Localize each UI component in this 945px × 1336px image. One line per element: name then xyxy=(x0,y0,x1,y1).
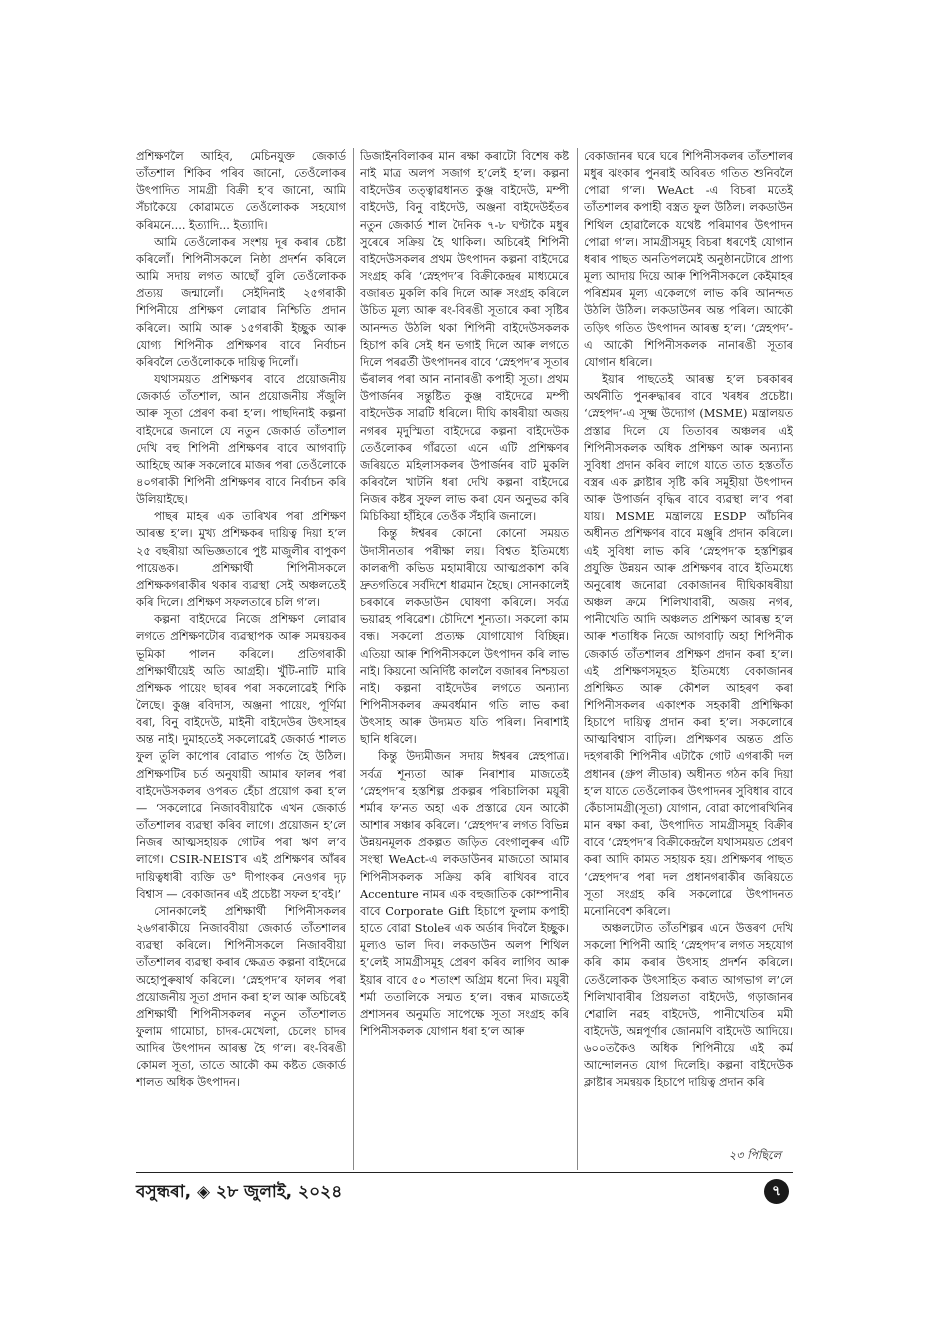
column-3 xyxy=(584,148,793,1170)
paragraph: বেকাজানৰ ঘৰে ঘৰে শিপিনীসকলৰ তাঁতশালৰ মধুৰ ঝংকাৰ পুনৰাই অবিৰত গতিত শুনিবলৈ পোৱা গ’ল। WeAct -এ বিচৰা মতেই তাঁতশালৰ কপাহী বস্ত্ৰত ফুল উঠিল। লকডাউন শিথিল হোৱালৈকে যথেষ্ট পৰিমাণৰ উৎপাদন পোৱা গ’ল। সামগ্ৰীসমূহ বিচৰা ধৰণেই যোগান ধৰাৰ পাছত অনতিপলমেই অনুষ্ঠানটোৰে প্ৰাপ্য মূল্য আদায় দিয়ে আৰু শিপিনীসকলে কেইমাহৰ পৰিশ্ৰমৰ মূল্য একেলগে লাভ কৰি আনন্দত উঠলি উঠিল। লকডাউনৰ অন্ত পৰিল। আকৌ তড়িৎ গতিত উৎপাদন আৰম্ভ হ’ল। ‘স্নেহপদ’-এ আকৌ শিপিনীসকলক নানাৰঙী সূতাৰ যোগান ধৰিলে। xyxy=(584,150,793,369)
column-1 xyxy=(136,148,346,1170)
paragraph: কিন্তু উদ্যমীজন সদায় ঈশ্বৰৰ স্নেহপাত্ৰ। সৰ্বত্ৰ শূন্যতা আৰু নিৰাশাৰ মাজতেই ‘স্নেহপদ’ৰ হস্তশিল্প প্ৰকল্পৰ পৰিচালিকা ময়ূৰী শৰ্মাৰ ফ’নত অহা এক প্ৰস্তাৱে যেন আকৌ আশাৰ সঞ্চাৰ কৰিলে। ‘স্নেহপদ’ৰ লগত বিভিন্ন উন্নয়নমূলক প্ৰকল্পত জড়িত বেংগালুৰুৰ এটি সংস্থা WeAct-এ লকডাউনৰ মাজতো আমাৰ শিপিনীসকলক সক্ৰিয় কৰি ৰাখিবৰ বাবে Accenture নামৰ এক বহুজাতিক কোম্পানীৰ বাবে Corporate Gift হিচাপে ফুলাম কপাহী হাতে বোৱা Stoleৰ এক অৰ্ডাৰ দিবলৈ ইচ্ছুক। মূল্যও ভাল দিব। লকডাউন অলপ শিথিল হ’লেই সামগ্ৰীসমূহ প্ৰেৰণ কৰিব লাগিব আৰু ইয়াৰ বাবে ৫০ শতাংশ অগ্ৰিম ধনো দিব। ময়ূৰী শৰ্মা ততালিকে সন্মত হ’ল। বন্ধৰ মাজতেই প্ৰশাসনৰ অনুমতি সাপেক্ষে সূতা সংগ্ৰহ কৰি শিপিনীসকলক যোগান ধৰা হ’ল আৰু xyxy=(360,750,569,1038)
paragraph: কিন্তু ঈশ্বৰৰ কোনো কোনো সময়ত উদাসীনতাৰ পৰীক্ষা লয়। বিশ্বত ইতিমধ্যে কালৰূপী কভিড মহামাৰীয়ে আত্মপ্ৰকাশ কৰি দ্ৰুতগতিৰে সৰ্বদিশে ধাৱমান হৈছে। সোনকালেই চৰকাৰে লকডাউন ঘোষণা কৰিলে। সৰ্বত্ৰ ভয়াৱহ পৰিৱেশ। চৌদিশে শূন্যতা। সকলো কাম বন্ধ। সকলো প্ৰত্যক্ষ যোগাযোগ বিচ্ছিন্ন। এতিয়া আৰু শিপিনীসকলে উৎপাদন কৰি লাভ নাই। কিয়নো অনিৰ্দিষ্ট কাললৈ বজাৰৰ নিশ্চয়তা নাই। কল্পনা বাইদেউৰ লগতে অন্যান্য শিপিনীসকলৰ ক্ৰমবৰ্ধমান গতি লাভ কৰা উৎসাহ আৰু উদ্যমত যতি পৰিল। নিৰাশাই ছানি ধৰিলে। xyxy=(360,527,569,747)
paragraph: আমি তেওঁলোকৰ সংশয় দূৰ কৰাৰ চেষ্টা কৰিলোঁ। শিপিনীসকলে নিষ্ঠা প্ৰদৰ্শন কৰিলে আমি সদায় লগত আছোঁ বুলি তেওঁলোকক প্ৰত্যয় জন্মালোঁ। সেইদিনাই ২৫গৰাকী শিপিনীয়ে প্ৰশিক্ষণ লোৱাৰ নিশ্চিতি প্ৰদান কৰিলে। আমি আৰু ১৫গৰাকী ইচ্ছুক আৰু যোগ্য শিপিনীক প্ৰশিক্ষণৰ বাবে নিৰ্বাচন কৰিবলৈ তেওঁলোককে দায়িত্ব দিলোঁ। xyxy=(136,235,346,369)
continuation-note: ২৩ পিছিলে xyxy=(723,1147,781,1164)
footer-divider xyxy=(136,1172,793,1173)
masthead: বসুন্ধৰা, ◈ ২৮ জুলাই, ২০২৪ xyxy=(136,1182,343,1202)
paragraph: সোনকালেই প্ৰশিক্ষাৰ্থী শিপিনীসকলৰ ২৬গৰাকীয়ে নিজাববীয়া জেকাৰ্ড তাঁতশালৰ ব্যৱস্থা কৰিলে। শিপিনীসকলে নিজাববীয়া তাঁতশালৰ ব্যৱস্থা কৰাৰ ক্ষেত্ৰত কল্পনা বাইদেৱে অহোপুৰুষাৰ্থ কৰিলে। ‘স্নেহপদ’ৰ ফালৰ পৰা প্ৰয়োজনীয় সূতা প্ৰদান কৰা হ’ল আৰু অচিৰেই প্ৰশিক্ষাৰ্থী শিপিনীসকলৰ নতুন তাঁতশালত ফুলাম গামোচা, চাদৰ-মেখেলা, চেলেং চাদৰ আদিৰ উৎপাদন আৰম্ভ হৈ গ’ল। ৰং-বিৰঙী কোমল সূতা, তাতে আকৌ কম কষ্টত জেকাৰ্ড শালত অধিক উৎপাদন। xyxy=(136,904,346,1090)
page-number-badge: ৭ xyxy=(764,1179,789,1204)
column-divider xyxy=(353,148,354,1170)
page-footer xyxy=(136,1179,793,1209)
paragraph: কল্পনা বাইদেৱে নিজে প্ৰশিক্ষণ লোৱাৰ লগতে প্ৰশিক্ষণটোৰ ব্যৱস্থাপক আৰু সমন্বয়কৰ ভূমিকা পালন কৰিলে। প্ৰতিগৰাকী প্ৰশিক্ষাৰ্থীয়েই অতি আগ্ৰহী। খুঁটি-নাটি মাৰি প্ৰশিক্ষক পায়েং ছাৰৰ পৰা সকলোৱেই শিকি লৈছে। কুঞ্জ ৰবিদাস, অঞ্জনা পায়েং, পূৰ্ণিমা বৰা, বিনু বাইদেউ, মাইনী বাইদেউৰ উৎসাহৰ অন্ত নাই। দুমাহতেই সকলোৱেই জেকাৰ্ড শালত ফুল তুলি কাপোৰ বোৱাত পাৰ্গত হৈ উঠিল। প্ৰশিক্ষণটিৰ চৰ্ত অনুযায়ী আমাৰ ফালৰ পৰা বাইদেউসকলৰ ওপৰত হেঁচা প্ৰয়োগ কৰা হ’ল— ‘সকলোৱে নিজাববীয়াকৈ এখন জেকাৰ্ড তাঁতশালৰ ব্যৱস্থা কৰিব লাগে। প্ৰয়োজন হ’লে নিজৰ আত্মসহায়ক গোটৰ পৰা ঋণ ল’ব লাগে। CSIR-NEISTৰ এই প্ৰশিক্ষণৰ আঁৰৰ দায়িত্বধাৰী ব্যক্তি ড° দীপাংকৰ নেওগৰ দৃঢ় বিশ্বাস — বেকাজানৰ এই প্ৰচেষ্টা সফল হ’বই।’ xyxy=(136,613,346,901)
column-2 xyxy=(360,148,569,1170)
paragraph: পাছৰ মাহৰ এক তাৰিখৰ পৰা প্ৰশিক্ষণ আৰম্ভ হ’ল। মুখ্য প্ৰশিক্ষকৰ দায়িত্ব দিয়া হ’ল ২৫ বছৰীয়া অভিজ্ঞতাৰে পুষ্ট মাজুলীৰ বাপুকণ পায়েঙক। প্ৰশিক্ষাৰ্থী শিপিনীসকলে প্ৰশিক্ষকগৰাকীৰ থকাৰ ব্যৱস্থা সেই অঞ্চলতেই কৰি দিলে। প্ৰশিক্ষণ সফলতাৰে চলি গ’ল। xyxy=(136,510,346,610)
paragraph: ডিজাইনবিলাকৰ মান ৰক্ষা কৰাটো বিশেষ কষ্ট নাই মাত্ৰ অলপ সজাগ হ’লেই হ’ল। কল্পনা বাইদেউৰ তত্ত্বাৱধানত কুঞ্জ বাইদেউ, মম্পী বাইদেউ, বিনু বাইদেউ, অঞ্জনা বাইদেউহঁতৰ নতুন জেকাৰ্ড শাল দৈনিক ৭-৮ ঘণ্টাকৈ মধুৰ সুৰেৰে সক্ৰিয় হৈ থাকিল। অচিৰেই শিপিনী বাইদেউসকলৰ প্ৰথম উৎপাদন কল্পনা বাইদেৱে সংগ্ৰহ কৰি ‘স্নেহপদ’ৰ বিক্ৰীকেন্দ্ৰৰ মাধ্যমেৰে বজাৰত মুকলি কৰি দিলে আৰু সংগ্ৰহ কৰিলে উচিত মূল্য আৰু ৰং-বিৰঙী সূতাৰে কৰা সৃষ্টিৰ আনন্দত উঠলি থকা শিপিনী বাইদেউসকলক হিচাপ কৰি সেই ধন ভগাই দিলে আৰু লগতে দিলে পৰৱৰ্তী উৎপাদনৰ বাবে ‘স্নেহপদ’ৰ সূতাৰ ভঁৰালৰ পৰা আন নানাৰঙী কপাহী সূতা। প্ৰথম উপাৰ্জনৰ সন্তুষ্টিত কুঞ্জ বাইদেৱে মম্পী বাইদেউক সাৱটি ধৰিলে। দীঘি কাষৰীয়া অজয় নগৰৰ মৃদুস্মিতা বাইদেৱে কল্পনা বাইদেউক তেওঁলোকৰ গাঁৱতো এনে এটি প্ৰশিক্ষণৰ জৰিয়তে মহিলাসকলৰ উপাৰ্জনৰ বাট মুকলি কৰিবলৈ খাটনি ধৰা দেখি কল্পনা বাইদেৱে নিজৰ কষ্টৰ সুফল লাভ কৰা যেন অনুভৱ কৰি মিচিকিয়া হাঁহিৰে তেওঁক সঁহাৰি জনালে। xyxy=(360,150,569,524)
column-divider xyxy=(577,148,578,1170)
paragraph: যথাসময়ত প্ৰশিক্ষণৰ বাবে প্ৰয়োজনীয় জেকাৰ্ড তাঁতশাল, আন প্ৰয়োজনীয় সঁজুলি আৰু সূতা প্ৰেৰণ কৰা হ’ল। পাছদিনাই কল্পনা বাইদেৱে জনালে যে নতুন জেকাৰ্ড তাঁতশাল দেখি বহু শিপিনী প্ৰশিক্ষণৰ বাবে আগবাঢ়ি আহিছে আৰু সকলোৰে মাজৰ পৰা তেওঁলোকে ৪০গৰাকী শিপিনী প্ৰশিক্ষণৰ বাবে নিৰ্বাচন কৰি উলিয়াইছে। xyxy=(136,373,346,507)
article-columns xyxy=(136,148,793,1170)
paragraph: ইয়াৰ পাছতেই আৰম্ভ হ’ল চৰকাৰৰ অৰ্থনীতি পুনৰুদ্ধাৰৰ বাবে খৰধৰ প্ৰচেষ্টা। ‘স্নেহপদ’-এ সূক্ষ্ম উদ্যোগ (MSME) মন্ত্ৰালয়ত প্ৰস্তাৱ দিলে যে তিতাবৰ অঞ্চলৰ এই শিপিনীসকলক অধিক প্ৰশিক্ষণ আৰু অন্যান্য সুবিধা প্ৰদান কৰিব লাগে যাতে তাত হস্ততাঁত বস্ত্ৰৰ এক ক্লাষ্টাৰ সৃষ্টি কৰি সমূহীয়া উৎপাদন আৰু উপাৰ্জন বৃদ্ধিৰ বাবে ব্যৱস্থা ল’ব পৰা যায়। MSME মন্ত্ৰালয়ে ESDP আঁচনিৰ অধীনত প্ৰশিক্ষণৰ বাবে মঞ্জুৰি প্ৰদান কৰিলে। এই সুবিধা লাভ কৰি ‘স্নেহপদ’ক হস্তশিল্পৰ প্ৰযুক্তি উন্নয়ন আৰু প্ৰশিক্ষণৰ বাবে ইতিমধ্যে অনুৰোধ জনোৱা বেকাজানৰ দীঘিকাষৰীয়া অঞ্চল ক্ৰমে শিলিখাবাৰী, অজয় নগৰ, পানীখেতি আদি অঞ্চলত প্ৰশিক্ষণ আৰম্ভ হ’ল আৰু শতাধিক নিজে আগবাঢ়ি অহা শিপিনীক জেকাৰ্ড তাঁতশালৰ প্ৰশিক্ষণ প্ৰদান কৰা হ’ল। এই প্ৰশিক্ষণসমূহত ইতিমধ্যে বেকাজানৰ প্ৰশিক্ষিত আৰু কৌশল আহৰণ কৰা শিপিনীসকলৰ একাংশক সহকাৰী প্ৰশিক্ষিকা হিচাপে দায়িত্ব প্ৰদান কৰা হ’ল। সকলোৰে আত্মবিশ্বাস বাঢ়িল। প্ৰশিক্ষণৰ অন্তত প্ৰতি দহগৰাকী শিপিনীৰ এটাকৈ গোট এগৰাকী দল প্ৰধানৰ (গ্ৰুপ লীডাৰ) অধীনত গঠন কৰি দিয়া হ’ল যাতে তেওঁলোকৰ উৎপাদনৰ সুবিধাৰ বাবে কেঁচাসামগ্ৰী(সূতা) যোগান, বোৱা কাপোৰখিনিৰ মান ৰক্ষা কৰা, উৎপাদিত সামগ্ৰীসমূহ বিক্ৰীৰ বাবে ‘স্নেহপদ’ৰ বিক্ৰীকেন্দ্ৰলৈ যথাসময়ত প্ৰেৰণ কৰা আদি কামত সহায়ক হয়। প্ৰশিক্ষণৰ পাছত ‘স্নেহপদ’ৰ পৰা দল প্ৰধানগৰাকীৰ জৰিয়তে সূতা সংগ্ৰহ কৰি সকলোৱে উৎপাদনত মনোনিবেশ কৰিলে। xyxy=(584,373,793,918)
paragraph: প্ৰশিক্ষণলৈ আহিব, মেচিনযুক্ত জেকাৰ্ড তাঁতশাল শিকিব পৰিব জানো, তেওঁলোকৰ উৎপাদিত সামগ্ৰী বিক্ৰী হ’ব জানো, আমি সঁচাকৈয়ে কোৱামতে তেওঁলোকক সহযোগ কৰিমনে.... ইত্যাদি... ইত্যাদি। xyxy=(136,150,346,232)
paragraph: অঞ্চলটোত তাঁতশিল্পৰ এনে উত্তৰণ দেখি সকলো শিপিনী আহি ‘স্নেহপদ’ৰ লগত সহযোগ কৰি কাম কৰাৰ উৎসাহ প্ৰদৰ্শন কৰিলে। তেওঁলোকক উৎসাহিত কৰাত আগভাগ ল’লে শিলিখাবাৰীৰ প্ৰিয়লতা বাইদেউ, গড়াজানৰ শেৱালি নৱহ বাইদেউ, পানীখেতিৰ মমী বাইদেউ, অন্নপূৰ্ণাৰ জোনমণি বাইদেউ আদিয়ে। ৬০০তকৈও অধিক শিপিনীয়ে এই কৰ্ম আন্দোলনত যোগ দিলেহি। কল্পনা বাইদেউক ক্লাষ্টাৰ সমন্বয়ক হিচাপে দায়িত্ব প্ৰদান কৰি xyxy=(584,922,793,1090)
